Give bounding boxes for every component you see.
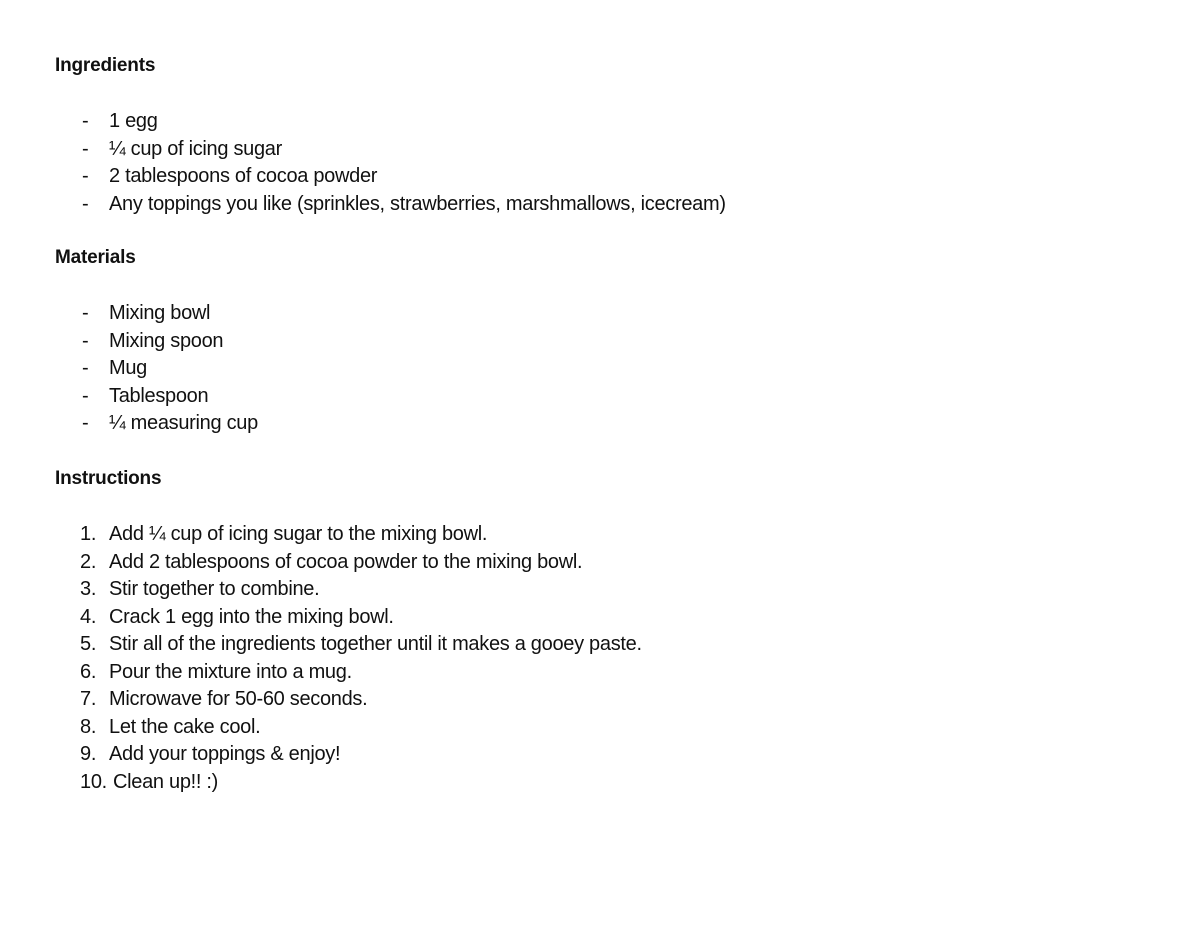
step-text: Pour the mixture into a mug. [109, 660, 352, 683]
step-number: 4. [80, 605, 97, 628]
material-item [80, 355, 258, 383]
material-item [80, 328, 258, 356]
instruction-step [80, 769, 642, 797]
dash-bullet: - [82, 137, 89, 160]
step-text: Crack 1 egg into the mixing bowl. [109, 605, 394, 628]
step-text: Add ¼ cup of icing sugar to the mixing bowl. [109, 523, 488, 545]
dash-bullet: - [82, 110, 89, 132]
material-item [80, 383, 258, 411]
dash-bullet: - [82, 329, 89, 352]
material-item [80, 300, 258, 328]
ingredient-text: ¼ cup of icing sugar [109, 137, 282, 160]
material-text: Mixing bowl [109, 302, 211, 324]
step-number: 7. [80, 688, 97, 710]
instruction-step [80, 549, 642, 577]
step-text: Let the cake cool. [109, 715, 261, 738]
ingredient-item [80, 191, 726, 219]
material-text: Mug [109, 357, 148, 379]
instruction-step [80, 714, 642, 742]
instruction-step [80, 576, 642, 604]
step-number: 2. [80, 550, 97, 573]
material-text: Tablespoon [109, 384, 209, 407]
step-number: 1. [80, 523, 97, 545]
dash-bullet: - [82, 192, 89, 215]
materials-heading: Materials [55, 247, 136, 268]
step-text: Clean up!! :) [113, 770, 219, 793]
instructions-heading: Instructions [55, 468, 162, 489]
step-text: Add your toppings & enjoy! [109, 743, 341, 765]
instruction-step [80, 604, 642, 632]
ingredient-text: 2 tablespoons of cocoa powder [109, 165, 378, 187]
ingredients-list [80, 108, 726, 218]
instruction-step [80, 659, 642, 687]
ingredient-text: 1 egg [109, 110, 158, 132]
dash-bullet: - [82, 165, 89, 187]
ingredient-item [80, 136, 726, 164]
step-number: 3. [80, 578, 97, 600]
ingredient-text: Any toppings you like (sprinkles, strawberries, marshmallows, icecream) [109, 192, 726, 215]
ingredients-heading: Ingredients [55, 55, 156, 76]
materials-list [80, 300, 258, 438]
step-number: 5. [80, 633, 97, 655]
material-text: ¼ measuring cup [109, 412, 258, 434]
material-text: Mixing spoon [109, 329, 224, 352]
ingredient-item [80, 108, 726, 136]
step-text: Add 2 tablespoons of cocoa powder to the mixing bowl. [109, 550, 583, 573]
dash-bullet: - [82, 357, 89, 379]
step-number: 10. [80, 770, 107, 793]
instruction-step [80, 521, 642, 549]
step-number: 9. [80, 743, 97, 765]
dash-bullet: - [82, 412, 89, 434]
ingredient-item [80, 163, 726, 191]
step-number: 8. [80, 715, 97, 738]
material-item [80, 410, 258, 438]
step-text: Stir all of the ingredients together until it makes a gooey paste. [109, 633, 642, 655]
step-text: Microwave for 50-60 seconds. [109, 688, 368, 710]
instruction-step [80, 686, 642, 714]
instructions-list [80, 521, 642, 796]
dash-bullet: - [82, 384, 89, 407]
dash-bullet: - [82, 302, 89, 324]
instruction-step [80, 741, 642, 769]
step-text: Stir together to combine. [109, 578, 320, 600]
instruction-step [80, 631, 642, 659]
step-number: 6. [80, 660, 97, 683]
